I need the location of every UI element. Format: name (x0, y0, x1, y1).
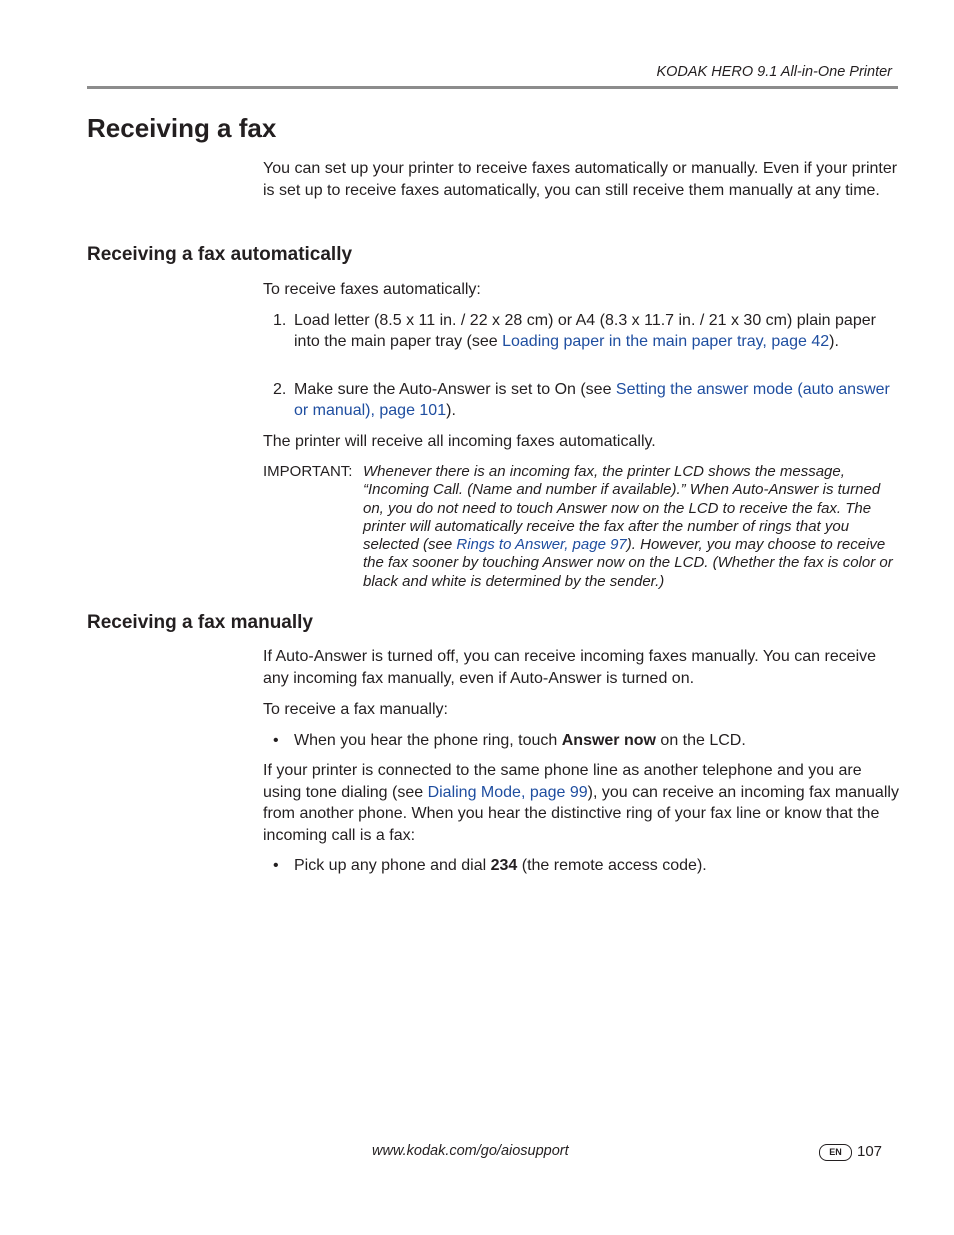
header-rule (87, 86, 898, 89)
step-number: 1. (273, 312, 287, 329)
para-text-before: If your printer is connected to the same phone line as another telephone and you are using tone dialing (see (263, 762, 862, 801)
step-number: 2. (273, 381, 287, 398)
step-text-before: Make sure the Auto-Answer is set to On (see (294, 381, 616, 398)
important-label: IMPORTANT: (263, 463, 353, 480)
step-1 (263, 310, 903, 352)
bullet-dot: • (273, 732, 279, 749)
link-rings-to-answer[interactable]: Rings to Answer, page 97 (456, 536, 627, 554)
running-header: KODAK HERO 9.1 All-in-One Printer (656, 64, 892, 80)
bullet-text-after: on the LCD. (655, 732, 746, 749)
intro-paragraph: You can set up your printer to receive faxes automatically or manually. Even if your printer is set up to receive faxes automatically, you can still receive them manually at any time. (263, 160, 898, 199)
answer-now-label: Answer now (561, 732, 656, 749)
remote-code: 234 (490, 857, 518, 874)
step-text (294, 379, 903, 421)
link-dialing-mode[interactable]: Dialing Mode, page 99 (427, 783, 588, 801)
section-heading-automatic: Receiving a fax automatically (87, 244, 353, 265)
section-heading-manual: Receiving a fax manually (87, 612, 313, 633)
important-body (363, 463, 903, 591)
bullet-answer-now (263, 730, 903, 751)
bullet-dot: • (273, 857, 279, 874)
footer-url: www.kodak.com/go/aiosupport (372, 1143, 569, 1159)
manual-intro: If Auto-Answer is turned off, you can receive incoming faxes manually. You can receive any incoming fax manually, even if Auto-Answer is turned on. (263, 648, 877, 687)
manual-paragraph-2 (263, 760, 903, 846)
bullet-text-before: Pick up any phone and dial (294, 857, 491, 874)
auto-result: The printer will receive all incoming faxes automatically. (263, 433, 656, 450)
bullet-text-before: When you hear the phone ring, touch (294, 732, 562, 749)
footer-page (819, 1143, 882, 1161)
important-text-before: Whenever there is an incoming fax, the printer LCD shows the message, “Incoming Call. (Name and number if available).” When Auto-Answer is turned on, you do not need to touch Answer now on the LCD to receive the fax. The printer will automatically receive the fax after the number of rings that you selected (see (363, 463, 881, 554)
language-badge-icon: EN (819, 1144, 852, 1161)
manual-lead: To receive a fax manually: (263, 701, 448, 718)
bullet-text (294, 855, 903, 876)
step-text-after: ). (446, 402, 456, 419)
step-text-after: ). (829, 333, 839, 350)
bullet-text-after: (the remote access code). (517, 857, 707, 874)
auto-lead: To receive faxes automatically: (263, 281, 481, 298)
bullet-text (294, 730, 903, 751)
bullet-remote-code (263, 855, 903, 876)
page-title: Receiving a fax (87, 113, 277, 143)
step-text (294, 310, 903, 352)
step-text-before: Load letter (8.5 x 11 in. / 22 x 28 cm) or A4 (8.3 x 11.7 in. / 21 x 30 cm) plain paper into the main paper tray (see (294, 312, 876, 350)
link-loading-paper[interactable]: Loading paper in the main paper tray, page 42 (502, 333, 830, 350)
link-answer-mode[interactable]: Setting the answer mode (auto answer or manual), page 101 (294, 381, 890, 419)
step-2 (263, 379, 903, 421)
para-text-after: ), you can receive an incoming fax manually from another phone. When you hear the distinctive ring of your fax line or know that the incoming call is a fax: (263, 783, 899, 844)
important-note (263, 463, 903, 591)
page-number: 107 (857, 1143, 883, 1160)
important-text-after: ). However, you may choose to receive the fax sooner by touching Answer now on the LCD. (Whether the fax is color or black and white is determined by the sender.) (363, 536, 893, 590)
